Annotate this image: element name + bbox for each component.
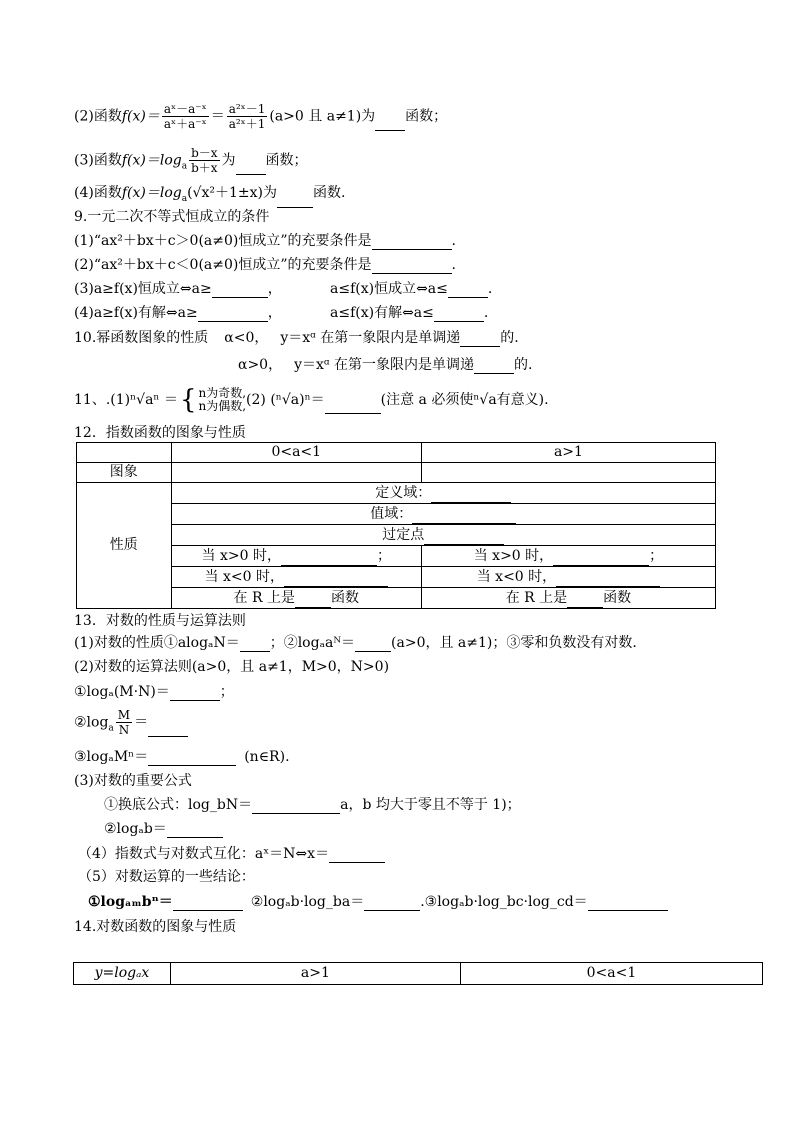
q8-l2-fx: f(x)＝ xyxy=(121,108,160,125)
q12-left-neg-blank[interactable] xyxy=(284,572,388,587)
q13-r1-blank[interactable] xyxy=(170,686,220,701)
q9-l4a-text: (4)a≥f(x)有解⇔a≥ xyxy=(74,305,198,321)
q9-line-3b xyxy=(330,280,492,298)
q12-row-graph-label: 图象 xyxy=(77,463,172,483)
q11-note: (注意 a 必须使ⁿ√a有意义). xyxy=(380,392,549,408)
q12-left-mono-blank[interactable] xyxy=(295,593,331,608)
q9-l3b-blank[interactable] xyxy=(448,283,488,298)
q13-l1-blank2[interactable] xyxy=(355,637,391,652)
q9-l2-text: (2)“ax²＋bx＋c＜0(a≠0)恒成立”的充要条件是 xyxy=(74,257,372,273)
q9-l4a-end: ， xyxy=(267,305,282,321)
q11-part2: (2) (ⁿ√a)ⁿ＝ xyxy=(246,392,325,408)
q9-l1-blank[interactable] xyxy=(372,235,452,250)
q9-line-1 xyxy=(74,232,456,250)
q11-radical: ⁿ√aⁿ ＝ xyxy=(130,392,178,408)
q10-l2-blank[interactable] xyxy=(474,359,514,374)
q8-l3-suffix: 函数； xyxy=(265,152,308,169)
q10-line-1 xyxy=(74,329,519,347)
q12-graph-right xyxy=(421,463,715,483)
q8-l2-eq: ＝ xyxy=(210,108,225,125)
q13-f2-blank[interactable] xyxy=(167,823,223,838)
q12-fixed-label: 过定点 xyxy=(382,526,425,543)
q14-title: 14.对数函数的图象与性质 xyxy=(74,919,237,935)
q13-formula-2 xyxy=(104,820,223,838)
q9-line-4a xyxy=(74,304,282,322)
q10-l1-end: 的. xyxy=(500,330,519,346)
q13-c2-blank[interactable] xyxy=(364,896,420,911)
q8-l3-prefix: (3)函数 xyxy=(74,152,122,169)
q12-right-neg-blank[interactable] xyxy=(556,572,660,587)
q12-fixed-cell xyxy=(171,525,715,546)
q12-row-prop-label: 性质 xyxy=(77,483,172,609)
q10-l1-blank[interactable] xyxy=(460,332,500,347)
q8-l4-fx: f(x)＝log xyxy=(121,185,182,201)
q8-line-3 xyxy=(74,146,308,175)
q13-r2-num: M xyxy=(117,708,131,722)
exp-function-table xyxy=(76,442,716,609)
q11-case1: n为奇数, xyxy=(198,386,247,400)
q9-l4b-end: . xyxy=(483,305,489,321)
q13-l4: （4）指数式与对数式互化：aˣ＝N⇔x＝ xyxy=(78,846,330,862)
q9-l3a-blank[interactable] xyxy=(212,283,268,298)
q13-r2-frac xyxy=(116,708,132,737)
q13-l1c: (a>0，且 a≠1)；③零和负数没有对数. xyxy=(391,635,637,651)
q9-line-4b xyxy=(330,304,488,322)
q8-l4-blank[interactable] xyxy=(277,193,313,208)
q8-l2-cond: (a>0 且 a≠1)为 xyxy=(269,108,376,125)
q11-cases xyxy=(199,387,247,413)
q10-l1-text: y＝xᵅ 在第一象限内是单调递 xyxy=(280,330,461,346)
q8-line-2 xyxy=(74,102,447,131)
q9-l2-end: . xyxy=(451,257,456,273)
q14-header-1: a>1 xyxy=(170,963,460,985)
q13-r1-end: ； xyxy=(219,684,234,700)
q9-l1-end: . xyxy=(451,233,456,249)
q8-l3-mid: 为 xyxy=(221,152,236,169)
q10-l2-cond: α>0， xyxy=(238,357,283,373)
q9-l3a-text: (3)a≥f(x)恒成立⇔a≥ xyxy=(74,281,212,297)
q9-line-3a xyxy=(74,280,282,298)
q11-prefix: 11、.(1) xyxy=(74,392,131,408)
q9-line-2 xyxy=(74,256,456,274)
q12-range-cell xyxy=(171,504,715,525)
q13-c2: ②logₐb·log_ba＝ xyxy=(250,894,365,910)
q12-right-mono-a: 在 R 上是 xyxy=(505,589,568,606)
q12-domain-blank[interactable] xyxy=(431,488,511,503)
q13-l1a: (1)对数的性质①alogₐN＝ xyxy=(74,635,240,651)
q8-l3-frac-den: b＋x xyxy=(191,161,218,175)
q13-r2-blank[interactable] xyxy=(148,722,188,737)
q10-l2-text: y＝xᵅ 在第一象限内是单调递 xyxy=(294,357,474,373)
q12-right-pos-label: 当 x>0 时， xyxy=(473,547,554,564)
q12-col-header-1: 0<a<1 xyxy=(171,443,421,463)
q13-f1-blank[interactable] xyxy=(252,799,340,814)
q13-r2-sub: a xyxy=(108,723,114,734)
q8-l2-suffix: 函数； xyxy=(405,108,448,125)
q8-l2-frac1 xyxy=(162,102,209,131)
q12-right-mono-cell xyxy=(421,588,715,609)
q13-r3-end: (n∈R). xyxy=(244,749,290,765)
q8-l2-frac2 xyxy=(227,102,268,131)
q10-l2-end: 的. xyxy=(513,357,533,373)
q13-f1-end: a，b 均大于零且不等于 1)； xyxy=(340,797,521,813)
q12-col-header-2: a>1 xyxy=(421,443,715,463)
q9-l3b-text: a≤f(x)恒成立⇔a≤ xyxy=(330,281,448,297)
q8-l4-suffix: 函数. xyxy=(312,185,346,201)
q13-rule-1 xyxy=(74,683,234,701)
q8-l3-fx: f(x)＝log xyxy=(121,152,182,169)
q14-header-0 xyxy=(74,963,171,985)
q9-l3a-end: ， xyxy=(267,281,282,297)
q8-l2-frac1-num: aˣ－a⁻ˣ xyxy=(163,102,207,116)
q13-c3: ③logₐb·log_bc·log_cd＝ xyxy=(424,894,588,910)
q13-r2-den: N xyxy=(118,723,130,737)
q9-title: 9.一元二次不等式恒成立的条件 xyxy=(74,209,270,225)
q13-c1: ①logₐₘbⁿ＝ xyxy=(88,894,173,910)
q12-right-mono-b: 函数 xyxy=(603,589,632,606)
q8-line-4 xyxy=(74,184,345,208)
q12-range-blank[interactable] xyxy=(412,509,516,524)
q11-line xyxy=(74,386,549,414)
q13-title: 13．对数的性质与运算法则 xyxy=(74,613,246,629)
q9-l4b-blank[interactable] xyxy=(434,307,484,322)
q13-r3-blank[interactable] xyxy=(148,751,236,766)
q12-left-mono-a: 在 R 上是 xyxy=(233,589,295,606)
q12-graph-left xyxy=(171,463,421,483)
q8-l4-arg: (√x²＋1±x)为 xyxy=(187,185,277,201)
q12-right-mono-blank[interactable] xyxy=(567,593,603,608)
q8-l3-frac xyxy=(189,146,219,175)
q10-line-2 xyxy=(238,356,532,374)
q12-right-pos-end: ； xyxy=(649,547,664,564)
left-brace-icon: { xyxy=(179,385,197,415)
q8-l2-blank[interactable] xyxy=(375,116,405,131)
q12-left-pos-end: ； xyxy=(376,547,391,564)
q9-l4b-text: a≤f(x)有解⇔a≤ xyxy=(330,305,434,321)
q8-l3-blank[interactable] xyxy=(236,160,266,175)
q13-l1-blank1[interactable] xyxy=(240,637,270,652)
q13-rule-3 xyxy=(74,748,290,766)
q8-l4-sub: a xyxy=(181,193,188,204)
q11-case2: n为偶数, xyxy=(198,399,247,413)
q12-left-neg-cell xyxy=(171,567,421,588)
q8-l4-prefix: (4)函数 xyxy=(74,185,122,201)
q9-l4a-blank[interactable] xyxy=(198,307,268,322)
q13-line-5: （5）对数运算的一些结论： xyxy=(78,869,255,885)
q8-l3-frac-num: b－x xyxy=(191,146,218,160)
q13-c3-blank[interactable] xyxy=(588,896,668,911)
q13-c1-blank[interactable] xyxy=(173,896,243,911)
q9-l3b-end: . xyxy=(487,281,493,297)
q8-l2-frac1-den: aˣ＋a⁻ˣ xyxy=(163,117,207,131)
q13-r2-prefix: ②log xyxy=(74,714,109,731)
q13-l4-blank[interactable] xyxy=(329,848,385,863)
q13-l1b: ；②logₐaᴺ＝ xyxy=(269,635,356,651)
q13-r3: ③logₐMⁿ＝ xyxy=(74,749,149,765)
q13-f2: ②logₐb＝ xyxy=(104,821,167,837)
q9-l1-text: (1)“ax²＋bx＋c＞0(a≠0)恒成立”的充要条件是 xyxy=(74,233,372,249)
q12-range-label: 值域： xyxy=(370,505,413,522)
q12-left-mono-b: 函数 xyxy=(330,589,359,606)
log-function-table xyxy=(73,962,763,985)
q8-l3-sub: a xyxy=(181,161,188,172)
q8-l2-prefix: (2)函数 xyxy=(74,108,122,125)
q13-formula-1 xyxy=(104,796,521,814)
q12-domain-cell xyxy=(171,483,715,504)
q13-r1: ①logₐ(M·N)＝ xyxy=(74,684,170,700)
q10-title: 10.幂函数图象的性质 xyxy=(74,330,209,346)
q13-r2-eq: ＝ xyxy=(134,714,149,731)
q12-right-pos-blank[interactable] xyxy=(553,551,649,566)
q13-line-2: (2)对数的运算法则(a>0，且 a≠1，M>0，N>0) xyxy=(74,659,390,675)
q12-corner xyxy=(77,443,172,463)
q12-left-pos-cell xyxy=(171,546,421,567)
q13-c2-end: . xyxy=(420,894,425,910)
q13-conclusions xyxy=(88,893,668,911)
q8-l2-frac2-num: a²ˣ－1 xyxy=(228,102,266,116)
q10-l1-cond: α<0， xyxy=(224,330,269,346)
q13-line-1 xyxy=(74,634,637,652)
q14-header-2: 0<a<1 xyxy=(460,963,762,985)
q13-line-3: (3)对数的重要公式 xyxy=(74,773,192,789)
q12-left-pos-label: 当 x>0 时， xyxy=(201,547,281,564)
q13-line-4 xyxy=(78,845,385,863)
q12-fixed-blank[interactable] xyxy=(424,530,504,545)
q9-l2-blank[interactable] xyxy=(372,259,452,274)
q11-blank[interactable] xyxy=(325,399,381,414)
q13-f1: ①换底公式：log_bN＝ xyxy=(104,797,253,813)
q12-left-mono-cell xyxy=(171,588,421,609)
q8-l2-frac2-den: a²ˣ＋1 xyxy=(228,117,266,131)
q12-right-neg-label: 当 x<0 时， xyxy=(476,568,557,585)
q12-title: 12．指数函数的图象与性质 xyxy=(74,425,246,441)
q12-right-neg-cell xyxy=(421,567,715,588)
q12-domain-label: 定义域： xyxy=(375,484,432,501)
q12-right-pos-cell xyxy=(421,546,715,567)
q13-rule-2 xyxy=(74,708,188,737)
q12-left-neg-label: 当 x<0 时， xyxy=(204,568,284,585)
q14-h0-text: y=logₐx xyxy=(94,965,150,981)
q12-left-pos-blank[interactable] xyxy=(281,551,377,566)
